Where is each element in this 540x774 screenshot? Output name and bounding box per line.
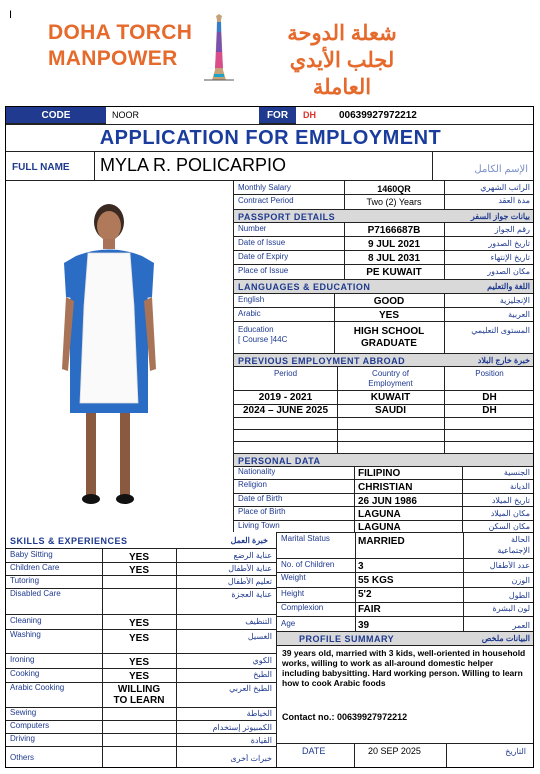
passport-title: PASSPORT DETAILS bbox=[238, 212, 336, 222]
applicant-photo bbox=[6, 181, 233, 532]
profile-title: PROFILE SUMMARY bbox=[299, 634, 395, 644]
company-name-ar-line2: لجلب الأيدي العاملة bbox=[289, 49, 395, 99]
marital-status-value: MARRIED bbox=[358, 536, 405, 547]
arabic-ar: العربية bbox=[508, 310, 530, 319]
arabic-value: YES bbox=[378, 310, 399, 321]
country-column-header-line1: Country of bbox=[372, 369, 409, 378]
date-ar: التاريخ bbox=[505, 747, 526, 756]
weight-label: Weight bbox=[281, 573, 306, 582]
fullname-ar: الإسم الكامل bbox=[474, 164, 528, 175]
personal-extra-table bbox=[277, 532, 534, 631]
education-ar: المستوى التعليمي bbox=[471, 326, 530, 335]
skill-sewing-label: Sewing bbox=[10, 708, 37, 717]
age-ar: العمر bbox=[512, 621, 530, 630]
skill-arabic-cooking-value-line1: WILLING bbox=[117, 684, 161, 695]
complexion-value: FAIR bbox=[358, 604, 381, 615]
skill-arabic-cooking-label: Arabic Cooking bbox=[10, 683, 65, 692]
skill-ironing-label: Ironing bbox=[10, 655, 35, 664]
living-town-value: LAGUNA bbox=[358, 522, 401, 533]
profile-section-header bbox=[277, 631, 534, 646]
skill-cooking-value: YES bbox=[128, 671, 149, 682]
skill-driving-label: Driving bbox=[10, 734, 35, 743]
company-name-en bbox=[48, 20, 192, 72]
skill-arabic-cooking-value-line2: TO LEARN bbox=[113, 695, 165, 706]
skill-cleaning-label: Cleaning bbox=[10, 616, 42, 625]
employment-row2-country: SAUDI bbox=[374, 405, 407, 416]
age-label: Age bbox=[281, 619, 296, 628]
contact-label: Contact no.: bbox=[282, 712, 335, 722]
skill-sewing-ar: الخياطة bbox=[246, 709, 272, 718]
application-form bbox=[5, 106, 534, 768]
skill-cooking-label: Cooking bbox=[10, 669, 40, 678]
country-column-header-line2: Employment bbox=[368, 379, 413, 388]
skills-title: SKILLS & EXPERIENCES bbox=[10, 536, 128, 546]
skill-others-ar: خبرات أخرى bbox=[230, 754, 272, 763]
weight-ar: الوزن bbox=[511, 576, 530, 585]
marital-status-ar-line1: الحالة bbox=[511, 535, 530, 544]
skill-tutoring-label: Tutoring bbox=[10, 576, 40, 585]
skills-table bbox=[6, 549, 276, 768]
position-column-header: Position bbox=[475, 369, 504, 378]
height-ar: الطول bbox=[508, 591, 530, 600]
personal-section-header bbox=[234, 453, 534, 467]
company-name-ar bbox=[262, 20, 422, 101]
children-value: 3 bbox=[358, 561, 364, 572]
skill-tutoring-ar: تعليم الأطفال bbox=[227, 577, 272, 586]
contract-value: Two (2) Years bbox=[366, 197, 422, 207]
passport-number-ar: رقم الجواز bbox=[494, 225, 530, 234]
form-title: APPLICATION FOR EMPLOYMENT bbox=[99, 127, 442, 149]
languages-title-ar: اللغة والتعليم bbox=[487, 282, 530, 291]
nationality-label: Nationality bbox=[238, 467, 276, 476]
religion-ar: الديانة bbox=[509, 482, 530, 491]
contract-label: Contract Period bbox=[238, 196, 294, 205]
age-value: 39 bbox=[358, 620, 370, 631]
for-label-cell bbox=[259, 107, 296, 124]
dob-value: 26 JUN 1986 bbox=[358, 496, 417, 507]
skills-section-header bbox=[6, 532, 276, 549]
skill-baby-sitting-label: Baby Sitting bbox=[10, 550, 53, 559]
education-label: Education bbox=[238, 325, 274, 334]
skill-washing-value: YES bbox=[128, 633, 149, 644]
passport-number-value: P7166687B bbox=[367, 225, 421, 236]
pob-label: Place of Birth bbox=[238, 507, 286, 516]
employment-title: PREVIOUS EMPLOYMENT ABROAD bbox=[238, 356, 406, 366]
marital-status-label: Marital Status bbox=[281, 534, 330, 543]
personal-title: PERSONAL DATA bbox=[238, 456, 321, 466]
skill-ironing-ar: الكوي bbox=[252, 656, 272, 665]
living-town-label: Living Town bbox=[238, 521, 280, 530]
children-ar: عدد الأطفال bbox=[489, 561, 530, 570]
skill-cooking-ar: الطبخ bbox=[253, 670, 272, 679]
issue-date-ar: تاريخ الصدور bbox=[488, 239, 530, 248]
torch-tower-logo-icon bbox=[204, 12, 234, 82]
skill-children-care-value: YES bbox=[128, 565, 149, 576]
skill-computers-label: Computers bbox=[10, 721, 50, 730]
expiry-date-value: 8 JUL 2031 bbox=[367, 253, 421, 264]
fullname-label-cell bbox=[6, 152, 95, 180]
issue-place-value: PE KUWAIT bbox=[366, 267, 422, 278]
children-label: No. of Children bbox=[281, 560, 335, 569]
period-column-header: Period bbox=[273, 369, 298, 378]
skill-cleaning-ar: التنظيف bbox=[245, 617, 272, 626]
salary-value: 1460QR bbox=[377, 184, 411, 194]
skill-children-care-ar: عناية الأطفال bbox=[228, 564, 272, 573]
religion-label: Religion bbox=[238, 480, 267, 489]
complexion-ar: لون البشرة bbox=[492, 604, 530, 613]
employment-row2-period: 2024 – JUNE 2025 bbox=[242, 405, 329, 416]
skill-baby-sitting-value: YES bbox=[128, 552, 149, 563]
employment-row1-country: KUWAIT bbox=[370, 392, 411, 403]
skill-computers-ar: الكمبيوتر إستخدام bbox=[212, 723, 272, 732]
dob-label: Date of Birth bbox=[238, 494, 283, 503]
code-label: CODE bbox=[41, 110, 71, 121]
employment-title-ar: خبرة خارج البلاد bbox=[477, 356, 530, 365]
skill-washing-ar: الغسيل bbox=[247, 632, 272, 641]
english-ar: الإنجليزية bbox=[499, 296, 530, 305]
issue-date-label: Date of Issue bbox=[238, 238, 286, 247]
education-value-line1: HIGH SCHOOL bbox=[353, 326, 425, 337]
for-label: FOR bbox=[266, 110, 289, 121]
passport-title-ar: بيانات جواز السفر bbox=[470, 212, 530, 221]
employment-row2-position: DH bbox=[482, 405, 497, 416]
expiry-date-ar: تاريخ الإنتهاء bbox=[490, 253, 530, 262]
skill-cleaning-value: YES bbox=[128, 618, 149, 629]
skill-children-care-label: Children Care bbox=[10, 563, 60, 572]
english-label: English bbox=[238, 295, 265, 304]
living-town-ar: مكان السكن bbox=[488, 522, 530, 531]
pob-ar: مكان الميلاد bbox=[490, 509, 530, 518]
education-course-label: [ Course ]44C bbox=[238, 335, 288, 344]
english-value: GOOD bbox=[373, 296, 405, 307]
skill-baby-sitting-ar: عناية الرضع bbox=[233, 551, 272, 560]
languages-section-header bbox=[234, 279, 534, 294]
date-value: 20 SEP 2025 bbox=[368, 746, 421, 756]
employment-row1-position: DH bbox=[482, 392, 497, 403]
contract-ar: مدة العقد bbox=[498, 196, 530, 205]
issue-date-value: 9 JUL 2021 bbox=[367, 239, 421, 250]
employment-row1-period: 2019 - 2021 bbox=[258, 392, 313, 403]
date-label: DATE bbox=[302, 747, 326, 756]
fullname-label: FULL NAME bbox=[12, 162, 70, 173]
skills-title-ar: خبرة العمل bbox=[230, 536, 268, 545]
height-label: Height bbox=[281, 589, 305, 598]
dob-ar: تاريخ الميلاد bbox=[491, 496, 530, 505]
complexion-label: Complexion bbox=[281, 603, 324, 612]
code-value: NOOR bbox=[112, 110, 139, 120]
skill-others-label: Others bbox=[10, 753, 35, 762]
company-name-en-line1: DOHA TORCH bbox=[48, 21, 193, 44]
issue-place-label: Place of Issue bbox=[238, 266, 289, 275]
text-cursor: I bbox=[9, 9, 13, 21]
profile-summary-text: 39 years old, married with 3 kids, well-oriented in household works, willing to work as all-around domestic helper including babysitting. Hard working person. Willing to learn how to cook Arabic foods bbox=[282, 648, 526, 688]
employment-section-header bbox=[234, 353, 534, 367]
passport-section-header bbox=[234, 209, 534, 223]
contact-line bbox=[282, 712, 407, 722]
marital-status-ar-line2: الإجتماعية bbox=[497, 546, 530, 555]
skill-washing-label: Washing bbox=[10, 630, 41, 639]
religion-value: CHRISTIAN bbox=[358, 482, 413, 493]
contact-value: 00639927972212 bbox=[337, 712, 408, 722]
height-value: 5'2 bbox=[358, 589, 372, 600]
skill-disabled-care-ar: عناية العجزة bbox=[231, 590, 272, 599]
nationality-ar: الجنسية bbox=[503, 468, 530, 477]
salary-label: Monthly Salary bbox=[238, 183, 291, 192]
company-name-ar-line1: شعلة الدوحة bbox=[287, 22, 397, 45]
salary-ar: الراتب الشهري bbox=[480, 183, 530, 192]
weight-value: 55 KGS bbox=[358, 575, 394, 586]
for-prefix: DH bbox=[303, 110, 316, 120]
company-name-en-line2: MANPOWER bbox=[48, 47, 178, 70]
passport-number-label: Number bbox=[238, 224, 267, 233]
skill-disabled-care-label: Disabled Care bbox=[10, 589, 61, 598]
skill-ironing-value: YES bbox=[128, 657, 149, 668]
right-details bbox=[234, 181, 534, 532]
pob-value: LAGUNA bbox=[358, 509, 401, 520]
code-label-cell bbox=[6, 107, 106, 124]
nationality-value: FILIPINO bbox=[358, 468, 401, 479]
for-value: 00639927972212 bbox=[339, 110, 417, 121]
expiry-date-label: Date of Expiry bbox=[238, 252, 289, 261]
issue-place-ar: مكان الصدور bbox=[487, 267, 530, 276]
skill-arabic-cooking-ar: الطبخ العربي bbox=[229, 684, 272, 693]
profile-title-ar: البيانات ملخص bbox=[481, 634, 530, 643]
fullname-value: MYLA R. POLICARPIO bbox=[100, 155, 287, 175]
skill-driving-ar: القيادة bbox=[250, 736, 272, 745]
languages-title: LANGUAGES & EDUCATION bbox=[238, 282, 371, 292]
education-value-line2: GRADUATE bbox=[361, 338, 417, 349]
arabic-label: Arabic bbox=[238, 309, 261, 318]
